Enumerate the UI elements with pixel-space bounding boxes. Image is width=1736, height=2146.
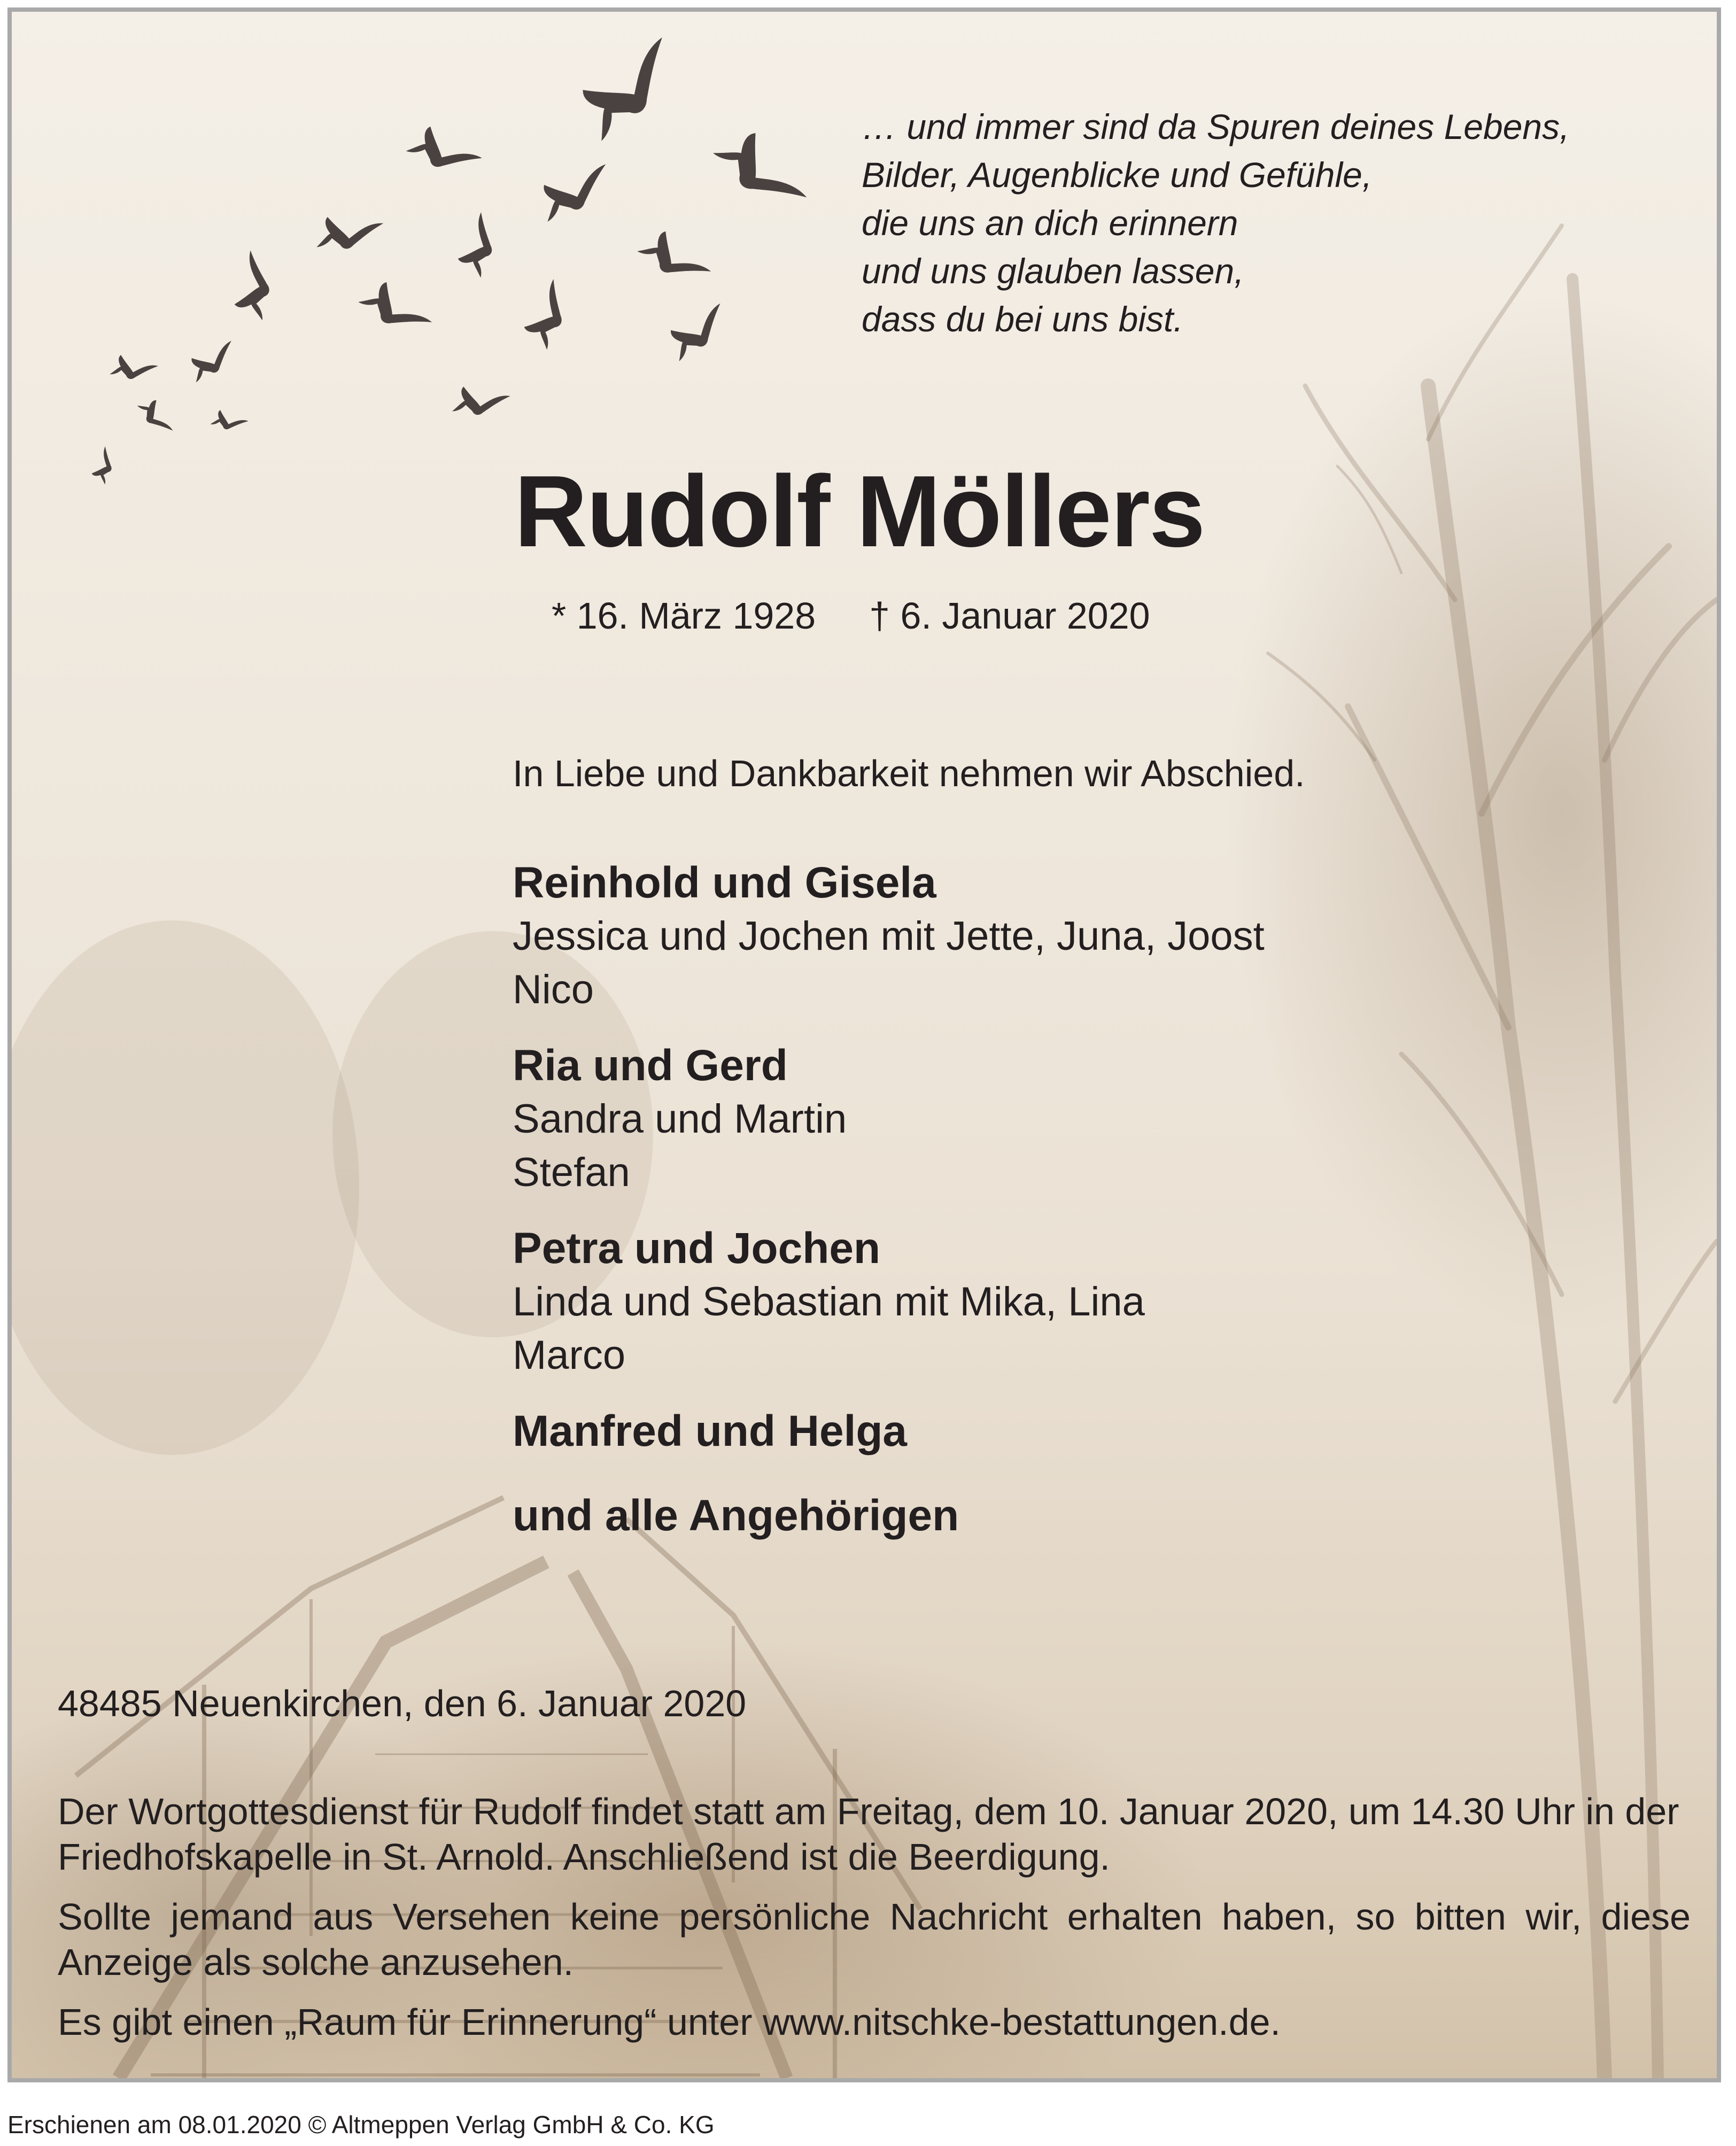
- funeral-notice: [58, 1789, 1691, 2059]
- memorial-quote: [862, 103, 1569, 343]
- family-head: Ria und Gerd: [513, 1041, 788, 1090]
- family-member: Jessica und Jochen mit Jette, Juna, Joost: [513, 913, 1265, 959]
- quote-line: dass du bei uns bist.: [862, 299, 1183, 339]
- publication-footer: Erschienen am 08.01.2020 © Altmeppen Verlag GmbH & Co. KG: [7, 2111, 715, 2139]
- obituary-frame: [7, 7, 1721, 2082]
- quote-line: … und immer sind da Spuren deines Lebens,: [862, 107, 1570, 146]
- family-group: [513, 1039, 1265, 1199]
- family-member: Marco: [513, 1332, 626, 1378]
- family-head: Petra und Jochen: [513, 1224, 881, 1273]
- life-dates: [552, 594, 1150, 637]
- family-member: Stefan: [513, 1150, 630, 1195]
- family-member: Nico: [513, 967, 594, 1012]
- quote-line: die uns an dich erinnern: [862, 203, 1238, 243]
- family-group: [513, 1222, 1265, 1382]
- family-member: Linda und Sebastian mit Mika, Lina: [513, 1279, 1145, 1324]
- birth-date: * 16. März 1928: [552, 595, 816, 637]
- deceased-name: Rudolf Möllers: [514, 455, 1205, 568]
- apology-note: Sollte jemand aus Versehen keine persönliche Nachricht erhalten haben, so bitten wir, diese Anzeige als solche anzusehen.: [58, 1896, 1691, 1983]
- service-info: Der Wortgottesdienst für Rudolf findet statt am Freitag, dem 10. Januar 2020, um 14.30 Uhr in der Friedhofskapelle in St. Arnold. Anschließend ist die Beerdigung.: [58, 1791, 1679, 1878]
- mourners-list: [513, 856, 1265, 1565]
- quote-line: und uns glauben lassen,: [862, 251, 1244, 291]
- family-member: Sandra und Martin: [513, 1096, 847, 1142]
- family-group: [513, 1489, 1265, 1543]
- family-head: Manfred und Helga: [513, 1407, 908, 1455]
- farewell-text: In Liebe und Dankbarkeit nehmen wir Abschied.: [513, 753, 1305, 794]
- family-head: und alle Angehörigen: [513, 1491, 959, 1540]
- family-group: [513, 856, 1265, 1017]
- quote-line: Bilder, Augenblicke und Gefühle,: [862, 155, 1373, 195]
- family-group: [513, 1405, 1265, 1458]
- death-date: † 6. Januar 2020: [869, 595, 1150, 637]
- place-date: 48485 Neuenkirchen, den 6. Januar 2020: [58, 1683, 747, 1724]
- family-head: Reinhold und Gisela: [513, 858, 936, 907]
- memorial-link-text: Es gibt einen „Raum für Erinnerung“ unter www.nitschke-bestattungen.de.: [58, 2001, 1281, 2043]
